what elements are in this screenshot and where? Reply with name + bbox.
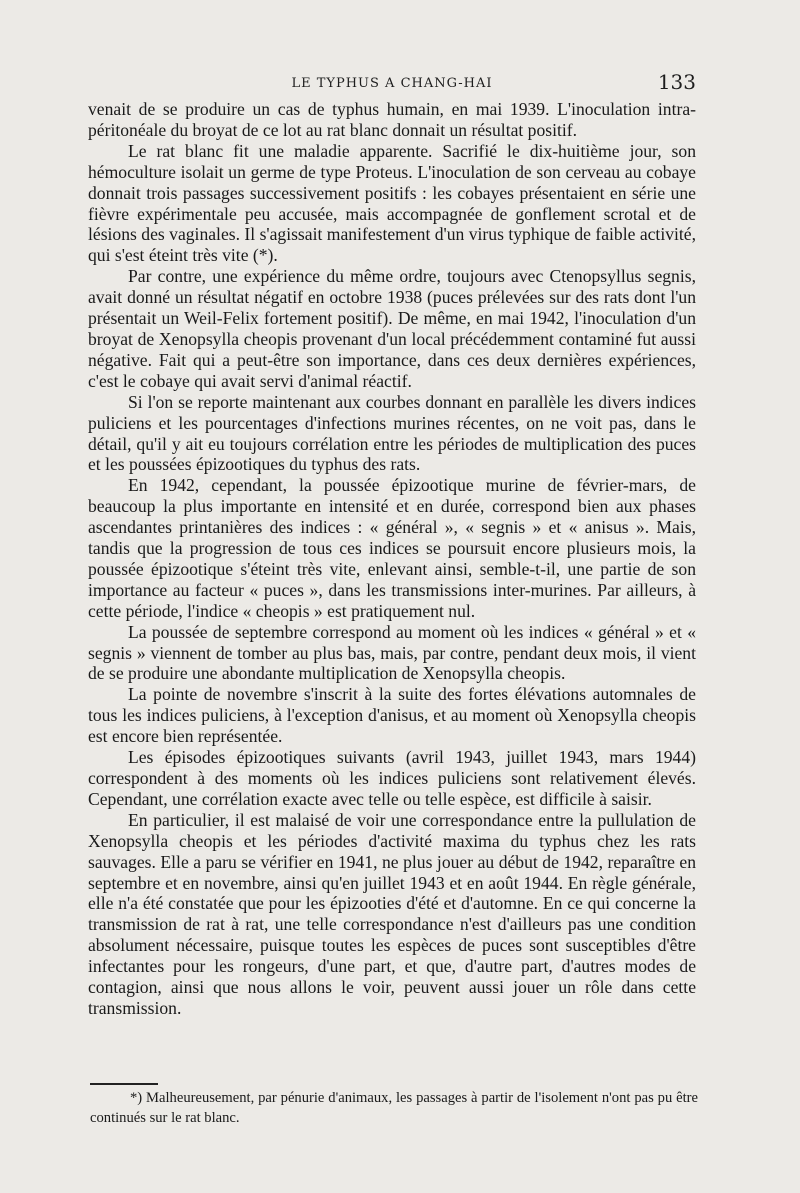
paragraph-1942: En 1942, cependant, la poussée épizootique murine de février-mars, de beaucoup la plus importante en intensité et en durée, correspond bien aux phases ascendantes printanières des indices : « général », « segnis » et « anisus ». Mais, tandis que la progression de tous ces indices se poursuit encore plusieurs mois, la poussée épizootique s'éteint très vite, enlevant ainsi, semble-t-il, une partie de son importance au facteur « puces », dans les transmissions inter-murines. Par ailleurs, à cette période, l'indice « cheopis » est pratiquement nul. (88, 475, 696, 621)
footnote-rule (90, 1083, 158, 1085)
page-number: 133 (657, 70, 696, 94)
paragraph-continuation: venait de se produire un cas de typhus humain, en mai 1939. L'inoculation intra-péritonéale du broyat de ce lot au rat blanc donnait un résultat positif. (88, 99, 696, 140)
paragraph-rat-blanc: Le rat blanc fit une maladie apparente. Sacrifié le dix-huitième jour, son hémoculture isolait un germe de type Proteus. L'inoculation de son cerveau au cobaye donnait trois passages successivement positifs : les cobayes présentaient en série une fièvre expérimentale peu accusée, mais accompagnée de gonflement scrotal et de lésions des vaginales. Il s'agissait manifestement d'un virus typhique de faible activité, qui s'est éteint très vite (*). (88, 140, 696, 266)
paragraph-episodes: Les épisodes épizootiques suivants (avril 1943, juillet 1943, mars 1944) correspondent à des moments où les indices puliciens sont relativement élevés. Cependant, une corrélation exacte avec telle ou telle espèce, est difficile à saisir. (88, 747, 696, 809)
footnote: *) Malheureusement, par pénurie d'animaux, les passages à partir de l'isolement n'ont pas pu être continués sur le rat blanc. (90, 1090, 698, 1126)
paragraph-septembre: La poussée de septembre correspond au moment où les indices « général » et « segnis » viennent de tomber au plus bas, mais, par contre, pendant deux mois, il vient de se produire une abondante multiplication de Xenopsylla cheopis. (88, 621, 696, 684)
paragraph-courbes: Si l'on se reporte maintenant aux courbes donnant en parallèle les divers indices puliciens et les pourcentages d'infections murines récentes, on ne voit pas, dans le détail, qu'il y ait eu toujours corrélation entre les périodes de multiplication des puces et les poussées épizootiques du typhus des rats. (88, 391, 696, 475)
running-title: LE TYPHUS A CHANG-HAI (291, 76, 493, 91)
paragraph-particulier: En particulier, il est malaisé de voir une correspondance entre la pullulation de Xenopsylla cheopis et les périodes d'activité maxima du typhus chez les rats sauvages. Elle a paru se vérifier en 1941, ne plus jouer au début de 1942, reparaître en septembre et en novembre, ainsi qu'en juillet 1943 et en août 1944. En règle générale, elle n'a été constatée que pour les épizooties d'été et d'automne. En ce qui concerne la transmission de rat à rat, une telle correspondance n'est d'ailleurs pas une condition absolument nécessaire, puisque toutes les espèces de puces sont susceptibles d'être infectantes pour les rongeurs, d'une part, et que, d'autre part, d'autres modes de contagion, ainsi que nous allons le voir, peuvent aussi jouer un rôle dans cette transmission. (88, 809, 696, 1018)
paragraph-par-contre: Par contre, une expérience du même ordre, toujours avec Ctenopsyllus segnis, avait donné un résultat négatif en octobre 1938 (puces prélevées sur des rats dont l'un présentait un Weil-Felix fortement positif). De même, en mai 1942, l'inoculation d'un broyat de Xenopsylla cheopis provenant d'un local précédemment contaminé fut aussi négative. Fait qui a peut-être son importance, dans ces deux dernières expériences, c'est le cobaye qui avait servi d'animal réactif. (88, 266, 696, 391)
page-header (88, 70, 696, 96)
paragraph-novembre: La pointe de novembre s'inscrit à la suite des fortes élévations automnales de tous les indices puliciens, à l'exception d'anisus, et au moment où Xenopsylla cheopis est encore bien représentée. (88, 684, 696, 747)
body-text (88, 99, 696, 1019)
